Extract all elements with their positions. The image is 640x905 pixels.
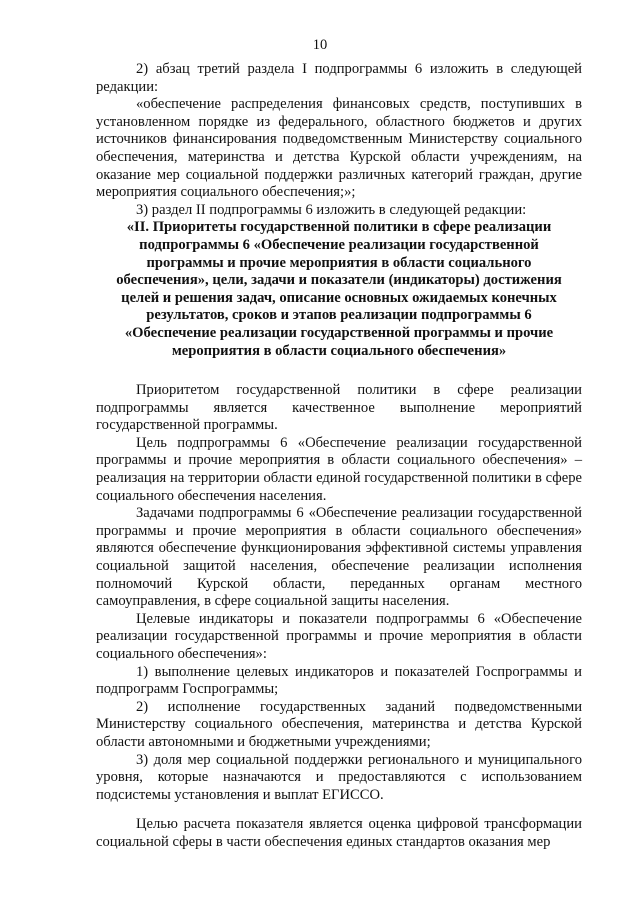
paragraph-goal: Цель подпрограммы 6 «Обеспечение реализации государственной программы и прочие мероприятия в области социального обеспечения» – реализация на территории области единой государственной политики в сфере социального обеспечения населения. <box>96 434 582 504</box>
paragraph-amendment-3: 3) раздел II подпрограммы 6 изложить в следующей редакции: <box>136 201 527 218</box>
paragraph-quoted-text: «обеспечение распределения финансовых средств, поступивших в установленном порядке из федерального, областного бюджетов и других источников финансирования подведомственным Министерству социального обеспечения, материнства и детства Курской области учреждениям, на оказание мер социальной поддержки различных категорий граждан, другие мероприятия социального обеспечения;»; <box>96 96 582 201</box>
page-number: 10 <box>312 37 328 53</box>
list-item-indicator-2: 2) исполнение государственных заданий подведомственными Министерству социального обеспечения, материнства и детства Курской области автономными и бюджетными учреждениями; <box>96 698 582 750</box>
list-item-indicator-1: 1) выполнение целевых индикаторов и показателей Госпрограммы и подпрограмм Госпрограммы; <box>96 663 582 698</box>
document-body <box>96 61 582 852</box>
list-item-indicator-3: 3) доля мер социальной поддержки регионального и муниципального уровня, которые назначаются и предоставляются с использованием подсистемы установления и выплат ЕГИССО. <box>96 751 582 803</box>
paragraph-indicators-intro: Целевые индикаторы и показатели подпрограммы 6 «Обеспечение реализации государственной программы и прочие мероприятия в области социального обеспечения»: <box>96 610 582 662</box>
paragraph-priority: Приоритетом государственной политики в сфере реализации подпрограммы является качественное выполнение мероприятий государственной программы. <box>96 382 582 434</box>
paragraph-calculation-purpose: Целью расчета показателя является оценка цифровой трансформации социальной сферы в части обеспечения единых стандартов оказания мер <box>96 816 582 850</box>
paragraph-tasks: Задачами подпрограммы 6 «Обеспечение реализации государственной программы и прочие мероприятия в области социального обеспечения» являются обеспечение функционирования эффективной системы управления социальной защитой населения, обеспечение реализации исполнения полномочий Курской области, переданных органам местного самоуправления, в сфере социальной защиты населения. <box>96 505 582 610</box>
section-heading: «II. Приоритеты государственной политики в сфере реализации подпрограммы 6 «Обеспечение реализации государственной программы и прочие мероприятия в области социального обеспечения», цели, задачи и показатели (индикаторы) достижения целей и решения задач, описание основных ожидаемых конечных результатов, сроков и этапов реализации подпрограммы 6 «Обеспечение реализации государственной программы и прочие мероприятия в области социального обеспечения» <box>116 219 562 359</box>
paragraph-amendment-2: 2) абзац третий раздела I подпрограммы 6 изложить в следующей редакции: <box>96 61 582 95</box>
